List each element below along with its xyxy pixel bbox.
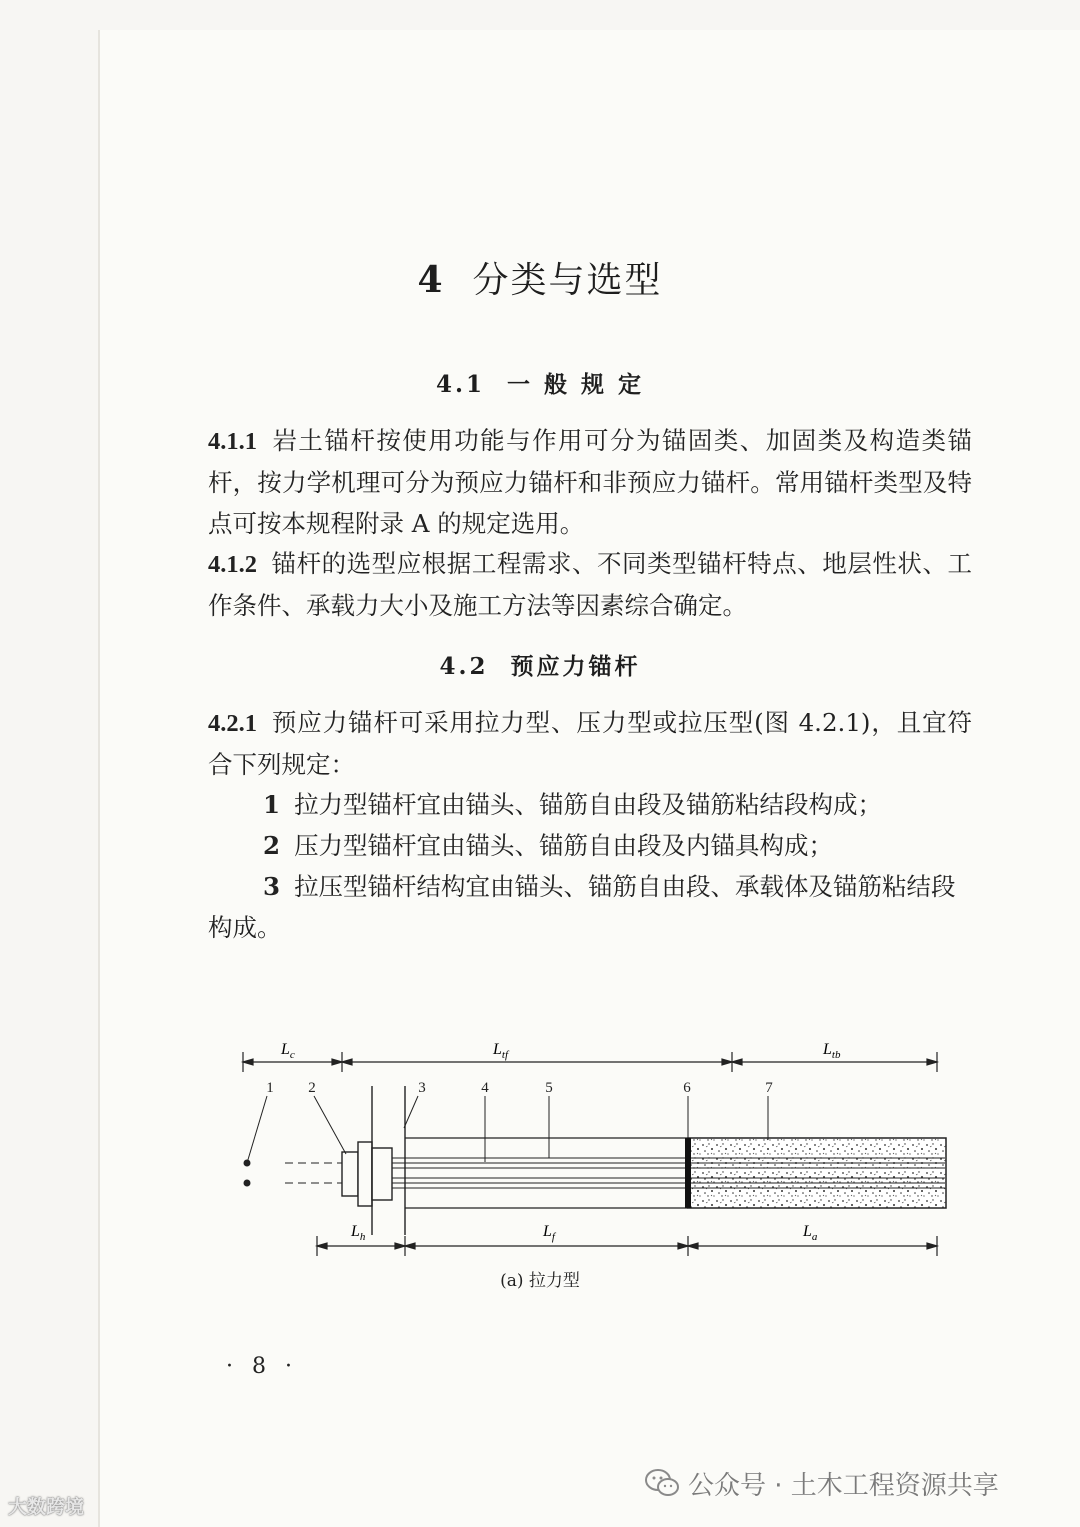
- item-text: 拉压型锚杆结构宜由锚头、锚筋自由段、承载体及锚筋粘结段构成。: [208, 872, 956, 942]
- list-item: [208, 866, 972, 948]
- callout-2: 2: [308, 1080, 316, 1096]
- bond-start-plate: [685, 1138, 691, 1208]
- dim-label-lh: $L_h$: [351, 1223, 366, 1243]
- dim-label-lc: $L_c$: [281, 1041, 295, 1061]
- callout-3: 3: [418, 1080, 426, 1096]
- anchor-diagram: [225, 1030, 955, 1300]
- item-number: 3: [263, 872, 281, 901]
- clause-number: 4.2.1: [208, 710, 257, 737]
- clause-number: 4.1.2: [208, 551, 257, 578]
- clause-4-1-2: [208, 543, 972, 626]
- callout-1: 1: [266, 1080, 274, 1096]
- section-title-text: 一 般 规 定: [506, 371, 645, 398]
- section-title-4-2: [0, 648, 1080, 681]
- callout-7: 7: [765, 1080, 773, 1096]
- dim-label-la: $L_a$: [803, 1223, 818, 1243]
- wechat-icon: [644, 1468, 680, 1498]
- bottom-dimension-line: [317, 1236, 937, 1256]
- page-number: · 8 ·: [226, 1354, 298, 1379]
- chapter-title: [0, 252, 1080, 303]
- item-number: 1: [263, 790, 281, 819]
- section-title-text: 预应力锚杆: [510, 653, 641, 680]
- callout-5: 5: [545, 1080, 553, 1096]
- anchor-bolts: [244, 1160, 251, 1187]
- clause-4-1-1: [208, 420, 972, 544]
- chapter-number: 4: [417, 259, 445, 301]
- clause-text: 锚杆的选型应根据工程需求、不同类型锚杆特点、地层性状、工作条件、承载力大小及施工方法等因素综合确定。: [208, 549, 972, 620]
- dim-label-ltf: $L_{tf}$: [493, 1041, 509, 1061]
- item-text: 压力型锚杆宜由锚头、锚筋自由段及内锚具构成；: [294, 831, 834, 860]
- grout-body: [688, 1138, 946, 1208]
- item-text: 拉力型锚杆宜由锚头、锚筋自由段及锚筋粘结段构成；: [294, 790, 883, 819]
- clause-text: 预应力锚杆可采用拉力型、压力型或拉压型(图 4.2.1)，且宜符合下列规定：: [208, 708, 972, 779]
- figure-caption: (a) 拉力型: [500, 1271, 580, 1291]
- callout-4: 4: [481, 1080, 489, 1096]
- section-title-4-1: [0, 366, 1080, 399]
- callout-6: 6: [683, 1080, 691, 1096]
- watermark-right: [644, 1463, 999, 1503]
- free-section: [405, 1138, 688, 1208]
- item-number: 2: [263, 831, 281, 860]
- clause-4-2-1: [208, 702, 972, 785]
- section-number: 4.2: [439, 653, 489, 680]
- clause-text: 岩土锚杆按使用功能与作用可分为锚固类、加固类及构造类锚杆，按力学机理可分为预应力锚杆和非预应力锚杆。常用锚杆类型及特点可按本规程附录 A 的规定选用。: [208, 426, 972, 538]
- clause-number: 4.1.1: [208, 428, 257, 455]
- chapter-title-text: 分类与选型: [472, 260, 663, 301]
- dim-label-lf: $L_f$: [543, 1223, 555, 1243]
- anchor-head: [342, 1086, 405, 1235]
- watermark-right-text: 公众号 · 土木工程资源共享: [688, 1470, 999, 1501]
- list-item: [208, 825, 972, 866]
- watermark-left: 大数跨境: [8, 1496, 85, 1518]
- list-item: [208, 784, 972, 825]
- dim-label-ltb: $L_{tb}$: [823, 1041, 841, 1061]
- section-number: 4.1: [435, 371, 485, 398]
